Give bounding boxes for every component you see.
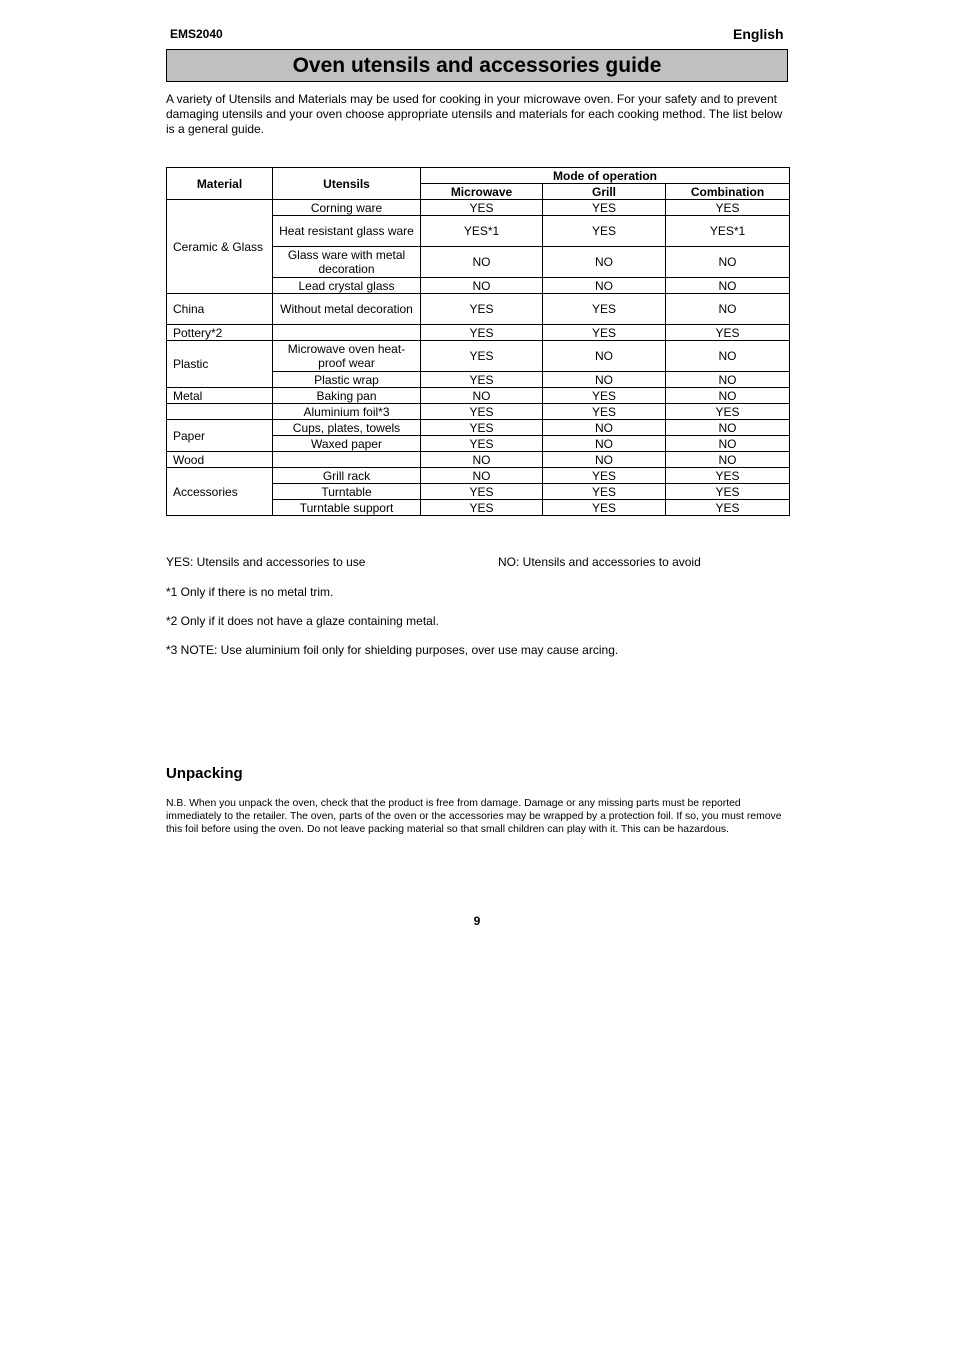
material-cell: Metal [167,388,273,404]
utensil-cell: Plastic wrap [273,372,421,388]
microwave-cell: NO [421,468,543,484]
microwave-cell: YES [421,484,543,500]
utensil-cell: Corning ware [273,200,421,216]
utensil-cell: Glass ware with metal decoration [273,247,421,278]
language-label: English [733,26,784,42]
utensil-cell: Waxed paper [273,436,421,452]
combination-cell: NO [666,436,790,452]
model-number: EMS2040 [170,27,223,41]
combination-cell: NO [666,278,790,294]
table-row [167,404,790,420]
legend-yes: YES: Utensils and accessories to use [166,555,366,569]
grill-cell: NO [543,247,666,278]
microwave-cell: NO [421,388,543,404]
utensil-cell: Lead crystal glass [273,278,421,294]
grill-cell: YES [543,325,666,341]
microwave-cell: YES [421,372,543,388]
grill-cell: NO [543,341,666,372]
utensil-cell: Without metal decoration [273,294,421,325]
combination-cell: NO [666,247,790,278]
material-cell: Paper [167,420,273,452]
grill-cell: NO [543,372,666,388]
combination-cell: NO [666,452,790,468]
intro-paragraph: A variety of Utensils and Materials may be used for cooking in your microwave oven. For your safety and to prevent damaging utensils and your oven choose appropriate utensils and materials for each cooking method. The list below is a general guide. [166,92,783,136]
combination-cell: NO [666,341,790,372]
table-row [167,452,790,468]
combination-cell: NO [666,388,790,404]
material-cell: China [167,294,273,325]
material-cell: Plastic [167,341,273,388]
header-mode-of-operation: Mode of operation [421,168,790,184]
grill-cell: YES [543,200,666,216]
combination-cell: YES [666,404,790,420]
combination-cell: YES [666,325,790,341]
microwave-cell: YES [421,200,543,216]
footnote-3: *3 NOTE: Use aluminium foil only for shielding purposes, over use may cause arcing. [166,643,619,657]
table-row [167,420,790,436]
table-row [167,325,790,341]
utensil-cell: Baking pan [273,388,421,404]
header-material: Material [167,168,273,200]
material-cell [167,404,273,420]
utensils-table [166,167,790,516]
combination-cell: YES [666,468,790,484]
material-cell: Wood [167,452,273,468]
grill-cell: YES [543,484,666,500]
unpacking-heading: Unpacking [166,765,243,782]
unpacking-paragraph: N.B. When you unpack the oven, check that the product is free from damage. Damage or any missing parts must be reported immediately to the retailer. The oven, parts of the oven or the accessories may be wrapped by a protection foil. If so, you must remove this foil before using the oven. Do not leave packing material so that small children can play with it. This can be hazardous. [166,798,782,836]
legend-no: NO: Utensils and accessories to avoid [498,555,701,569]
table-row [167,341,790,372]
header-utensils: Utensils [273,168,421,200]
material-cell: Ceramic & Glass [167,200,273,294]
table-row [167,388,790,404]
grill-cell: YES [543,294,666,325]
utensil-cell: Heat resistant glass ware [273,216,421,247]
microwave-cell: YES*1 [421,216,543,247]
microwave-cell: YES [421,500,543,516]
microwave-cell: YES [421,294,543,325]
microwave-cell: YES [421,341,543,372]
grill-cell: YES [543,404,666,420]
grill-cell: YES [543,216,666,247]
grill-cell: NO [543,278,666,294]
utensil-cell: Aluminium foil*3 [273,404,421,420]
utensil-cell: Cups, plates, towels [273,420,421,436]
combination-cell: NO [666,420,790,436]
table-row [167,200,790,216]
combination-cell: NO [666,294,790,325]
microwave-cell: NO [421,247,543,278]
grill-cell: YES [543,468,666,484]
utensil-cell: Microwave oven heat-proof wear [273,341,421,372]
utensil-cell [273,325,421,341]
header-combination: Combination [666,184,790,200]
combination-cell: YES [666,484,790,500]
grill-cell: YES [543,500,666,516]
page-title: Oven utensils and accessories guide [166,49,788,82]
grill-cell: NO [543,420,666,436]
header-grill: Grill [543,184,666,200]
grill-cell: YES [543,388,666,404]
microwave-cell: NO [421,452,543,468]
combination-cell: YES [666,200,790,216]
footnote-1: *1 Only if there is no metal trim. [166,585,334,599]
page-number: 9 [473,914,481,928]
table-body [167,200,790,516]
footnote-2: *2 Only if it does not have a glaze containing metal. [166,614,439,628]
material-cell: Pottery*2 [167,325,273,341]
combination-cell: YES*1 [666,216,790,247]
microwave-cell: YES [421,325,543,341]
utensil-cell [273,452,421,468]
microwave-cell: YES [421,404,543,420]
table-row [167,294,790,325]
grill-cell: NO [543,436,666,452]
table-row [167,468,790,484]
microwave-cell: YES [421,436,543,452]
utensil-cell: Turntable support [273,500,421,516]
material-cell: Accessories [167,468,273,516]
header-microwave: Microwave [421,184,543,200]
combination-cell: NO [666,372,790,388]
microwave-cell: YES [421,420,543,436]
combination-cell: YES [666,500,790,516]
microwave-cell: NO [421,278,543,294]
utensil-cell: Turntable [273,484,421,500]
utensil-cell: Grill rack [273,468,421,484]
grill-cell: NO [543,452,666,468]
